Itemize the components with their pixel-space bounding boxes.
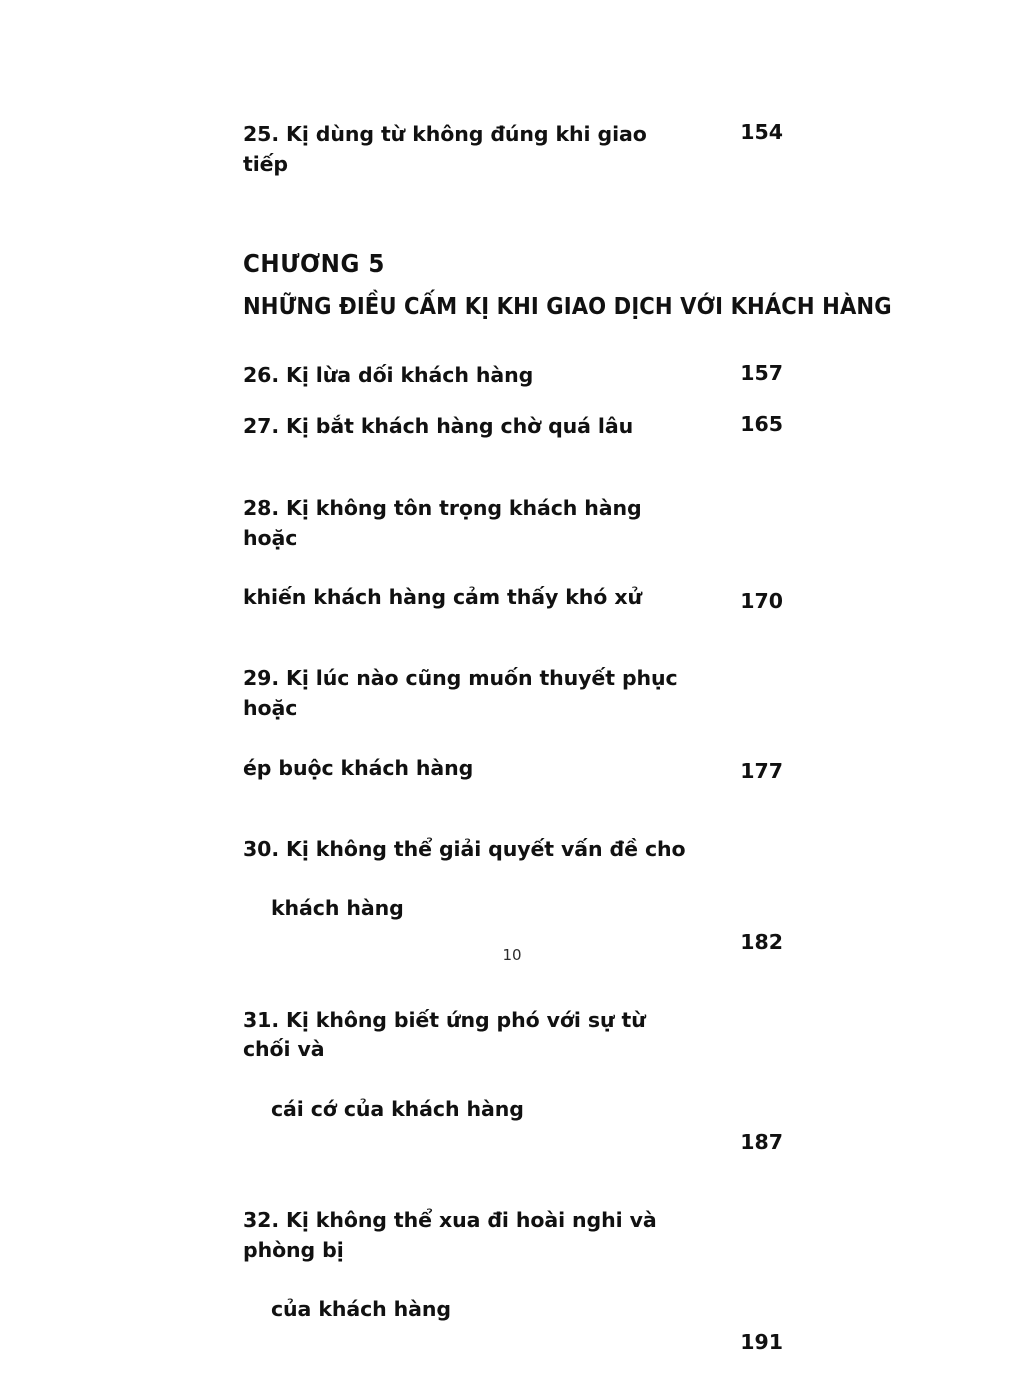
chapter-title: NHỮNG ĐIỀU CẤM KỊ KHI GIAO DỊCH VỚI KHÁCH HÀNG xyxy=(243,292,892,321)
toc-entry-page: 170 xyxy=(740,588,783,613)
toc-entry xyxy=(243,1176,783,1354)
toc-entry xyxy=(243,361,783,391)
table-of-contents xyxy=(243,120,892,1376)
toc-entry-25 xyxy=(243,120,783,179)
toc-entry-page: 154 xyxy=(740,120,783,144)
toc-entry xyxy=(243,412,783,442)
toc-entry-page: 187 xyxy=(740,1130,783,1155)
toc-entry-line1: 29. Kị lúc nào cũng muốn thuyết phục hoặc xyxy=(243,666,678,721)
chapter-label: CHƯƠNG 5 xyxy=(243,249,385,279)
toc-entry xyxy=(243,635,783,784)
toc-entry-line2: khách hàng xyxy=(271,896,404,921)
toc-entry-page: 182 xyxy=(740,929,783,954)
toc-entry-page: 177 xyxy=(740,759,783,784)
toc-entry-line2: ép buộc khách hàng xyxy=(243,755,474,780)
toc-entry-title xyxy=(243,464,698,613)
toc-entry-line1: 30. Kị không thể giải quyết vấn đề cho xyxy=(243,836,686,861)
toc-entry-page: 191 xyxy=(740,1330,783,1355)
toc-entry-line1: 31. Kị không biết ứng phó với sự từ chối và xyxy=(243,1007,646,1062)
toc-entry-title xyxy=(243,976,698,1154)
toc-entry xyxy=(243,464,783,613)
chapter-heading xyxy=(243,249,892,321)
toc-entry xyxy=(243,976,783,1154)
page-number: 10 xyxy=(502,946,522,964)
toc-entry-title: 26. Kị lừa dối khách hàng xyxy=(243,362,534,387)
toc-entry-title xyxy=(243,805,686,954)
toc-entry-line2: khiến khách hàng cảm thấy khó xử xyxy=(243,584,642,609)
toc-entry-line2: của khách hàng xyxy=(271,1297,451,1322)
toc-entry-title xyxy=(243,1176,698,1354)
toc-entry xyxy=(243,805,783,954)
toc-entry-line1: 32. Kị không thể xua đi hoài nghi và phòng bị xyxy=(243,1207,657,1262)
toc-entry-page: 157 xyxy=(740,360,783,385)
toc-entry-title: 27. Kị bắt khách hàng chờ quá lâu xyxy=(243,414,634,439)
toc-entry-title xyxy=(243,635,698,784)
toc-entry-line2: cái cớ của khách hàng xyxy=(271,1096,524,1121)
toc-entry-line1: 28. Kị không tôn trọng khách hàng hoặc xyxy=(243,495,642,550)
toc-entry-list xyxy=(243,361,783,1355)
toc-entry-title: 25. Kị dùng từ không đúng khi giao tiếp xyxy=(243,122,647,176)
toc-entry-page: 165 xyxy=(740,412,783,437)
